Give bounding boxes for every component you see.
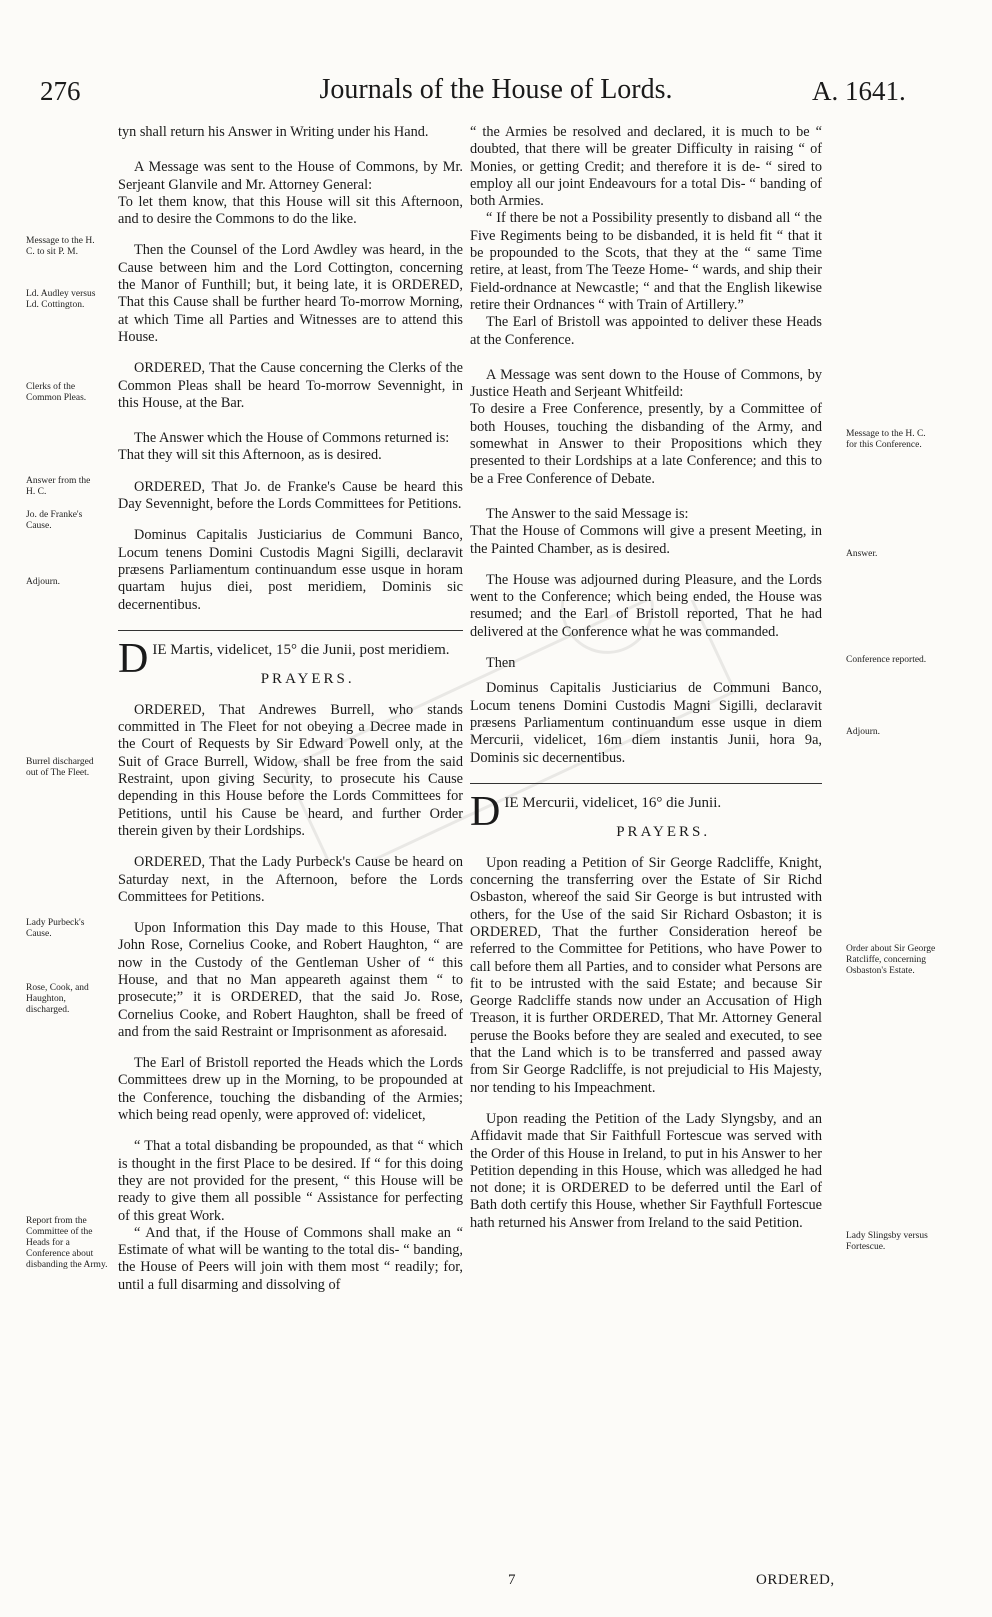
- prayers-heading: PRAYERS.: [616, 823, 711, 840]
- paragraph: “ And that, if the House of Commons shall make an “ Estimate of what will be wanting to the total dis- “ banding, the House of Peers will join with them most “ readily; for, until a full disarming and dissolving of: [118, 1224, 463, 1293]
- running-year: A. 1641.: [812, 76, 906, 106]
- paragraph: The Answer to the said Message is:: [486, 505, 689, 522]
- catchword: ORDERED,: [756, 1572, 835, 1588]
- left-column: [118, 124, 463, 1294]
- paragraph: Upon Information this Day made to this House, That John Rose, Cornelius Cooke, and Robert Haughton, “ are now in the Custody of the Gentleman Usher of “ this House, and that no Man appeareth against them “ to prosecute;” it is ORDERED, that the said Jo. Rose, Cornelius Cooke, and Robert Haughton, shall be freed of and from the said Restraint or Imprisonment as aforesaid.: [118, 920, 463, 1040]
- margin-note: Answer.: [846, 549, 878, 559]
- paragraph: “ If there be not a Possibility presently to disband all “ the Five Regiments being to be disbanded, it is held fit “ that it be propounded to the Scots, that they at the “ same Time retire, at least, from The Teeze Home- “ wards, and ship their Field-ordnance at Newcastle; “ and that the English likewise retire their Ordnances “ with Train of Artillery.”: [470, 210, 822, 313]
- paragraph: The Earl of Bristoll reported the Heads which the Lords Committees drew up in the Morning, to be propounded at the Conference, touching the disbanding of the Armies; which being read openly, were approved of: videlicet,: [118, 1055, 463, 1124]
- margin-note: Order about Sir George Ratcliffe, concerning Osbaston's Estate.: [846, 944, 936, 976]
- page-header: [0, 0, 992, 120]
- paragraph: The Earl of Bristoll was appointed to deliver these Heads at the Conference.: [470, 314, 822, 348]
- paragraph: Then: [486, 655, 516, 672]
- margin-note: Lady Purbeck's Cause.: [26, 918, 85, 939]
- paragraph: Dominus Capitalis Justiciarius de Communi Banco, Locum tenens Domini Custodis Magni Sigilli, declaravit præsens Parliamentum continuandum esse usque in horam quartam hujus diei, post meridiem, Dominis sic decernentibus.: [118, 527, 463, 613]
- margin-note: Report from the Committee of the Heads for a Conference about disbanding the Army.: [26, 1216, 108, 1270]
- divider: [118, 630, 463, 631]
- paragraph: “ the Armies be resolved and declared, it is much to be “ doubted, that there will be greater Difficulty in raising “ of Monies, or getting Credit; and therefore it is de- “ sired to employ all our joint Endeavours for a total Dis- “ banding of both Armies.: [470, 124, 822, 210]
- margin-note: Jo. de Franke's Cause.: [26, 510, 83, 531]
- margin-note: Lady Slingsby versus Fortescue.: [846, 1231, 928, 1252]
- margin-note: Rose, Cook, and Haughton, discharged.: [26, 983, 89, 1015]
- paragraph: The Answer which the House of Commons returned is:: [134, 430, 450, 447]
- paragraph: ORDERED, That Andrewes Burrell, who stands committed in The Fleet for not obeying a Decree made in the Court of Requests by Sir Edward Powell only, at the Suit of Grace Burrell, Widow, shall be free from the said Restraint, upon giving Security, to prosecute his Cause depending in this House before the Lords Committees for Petitions, until his Cause be heard, and further Order therein given by their Lordships.: [118, 701, 463, 839]
- paragraph: tyn shall return his Answer in Writing under his Hand.: [118, 124, 429, 140]
- paragraph: A Message was sent to the House of Commons, by Mr. Serjeant Glanvile and Mr. Attorney General:: [118, 159, 463, 193]
- margin-note: Adjourn.: [26, 577, 61, 587]
- right-column: [470, 124, 822, 1246]
- day-heading-text: IE Mercurii, videlicet, 16° die Junii.: [504, 794, 722, 811]
- paragraph: That the House of Commons will give a present Meeting, in the Painted Chamber, as is desired.: [470, 523, 822, 557]
- day-heading-text: IE Martis, videlicet, 15° die Junii, post meridiem.: [152, 641, 450, 658]
- paragraph: “ That a total disbanding be propounded, as that “ which is thought in the first Place to be desired. If “ for this doing they are not provided for the present, “ this House will be ready to give them all possible “ Assistance for perfecting of this great Work.: [118, 1138, 463, 1224]
- margin-note: Message to the H. C. for this Conference.: [846, 429, 926, 450]
- paragraph: Upon reading the Petition of the Lady Slyngsby, and an Affidavit made that Sir Faithfull Fortescue was served with the Order of this House in Ireland, to put in his Answer to her Petition depending in this House, which was alledged he had not done; it is ORDERED to be deferred until the Earl of Bath doth certify this House, whether Sir Faythfull Fortescue hath returned his Answer from Ireland to the said Petition.: [470, 1110, 822, 1231]
- margin-note: Clerks of the Common Pleas.: [26, 382, 87, 403]
- paragraph: Then the Counsel of the Lord Awdley was heard, in the Cause between him and the Lord Cottington, concerning the Manor of Funthill; but, it being late, it is ORDERED, That this Cause shall be further heard To-morrow Morning, at which Time all Parties and Witnesses are to attend this House.: [118, 242, 463, 345]
- paragraph: ORDERED, That the Lady Purbeck's Cause be heard on Saturday next, in the Afternoon, before the Lords Committees for Petitions.: [118, 854, 463, 905]
- drop-cap: D: [118, 635, 149, 682]
- drop-cap: D: [470, 788, 501, 835]
- page-number: 276: [40, 76, 81, 106]
- margin-note: Conference reported.: [846, 655, 927, 665]
- paragraph: ORDERED, That Jo. de Franke's Cause be heard this Day Sevennight, before the Lords Committees for Petitions.: [118, 478, 463, 513]
- margin-note: Burrel discharged out of The Fleet.: [26, 757, 94, 778]
- running-title: Journals of the House of Lords.: [319, 74, 673, 105]
- paragraph: The House was adjourned during Pleasure, and the Lords went to the Conference; which being ended, the House was resumed; and the Earl of Bristoll reported, That he had delivered at the Conference what he was commanded.: [470, 571, 822, 640]
- prayers-heading: PRAYERS.: [260, 670, 355, 687]
- divider: [470, 783, 822, 784]
- margin-note: Answer from the H. C.: [26, 476, 91, 497]
- paragraph: To desire a Free Conference, presently, by a Committee of both Houses, touching the disbanding of the Army, and somewhat in Answer to their Propositions which they presented to their Lordships at a late Conference; and this to be a Free Conference of Debate.: [470, 401, 822, 487]
- paragraph: Dominus Capitalis Justiciarius de Communi Banco, Locum tenens Domini Custodis Magni Sigilli, declaravit præsens Parliamentum continuandum esse usque in diem Mercurii, videlicet, 16m diem instantis Junii, hora 9a, Dominis sic decernentibus.: [470, 680, 822, 766]
- paragraph: To let them know, that this House will sit this Afternoon, and to desire the Commons to do the like.: [118, 193, 463, 228]
- paragraph: That they will sit this Afternoon, as is desired.: [118, 447, 382, 464]
- paragraph: A Message was sent down to the House of Commons, by Justice Heath and Serjeant Whitfeild:: [470, 366, 822, 401]
- signature-mark: 7: [508, 1572, 516, 1588]
- margin-note: Adjourn.: [846, 727, 881, 737]
- paragraph: Upon reading a Petition of Sir George Radcliffe, Knight, concerning the transferring over the Estate of Sir Richd Osbaston, whereof the said Sir George is but intrusted with others, for the Use of the said Sir Richard Osbaston; it is ORDERED, That the further Consideration hereof be referred to the Committee for Petitions, who have Power to call before them all Parties, and to consider what Persons are fit to be intrusted with the said Estate; and because Sir George Radcliffe stands now under an Accusation of High Treason, it is further ORDERED, That Mr. Attorney General peruse the Books before they are sealed and executed, to see that the Land which is to be transferred and passed away from Sir George Radcliffe, is not prejudicial to His Majesty, nor tending to his Impeachment.: [470, 854, 822, 1096]
- paragraph: ORDERED, That the Cause concerning the Clerks of the Common Pleas shall be heard To-morrow Sevennight, in this House, at the Bar.: [118, 360, 463, 411]
- margin-note: Message to the H. C. to sit P. M.: [26, 236, 95, 257]
- margin-note: Ld. Audley versus Ld. Cottington.: [26, 289, 96, 310]
